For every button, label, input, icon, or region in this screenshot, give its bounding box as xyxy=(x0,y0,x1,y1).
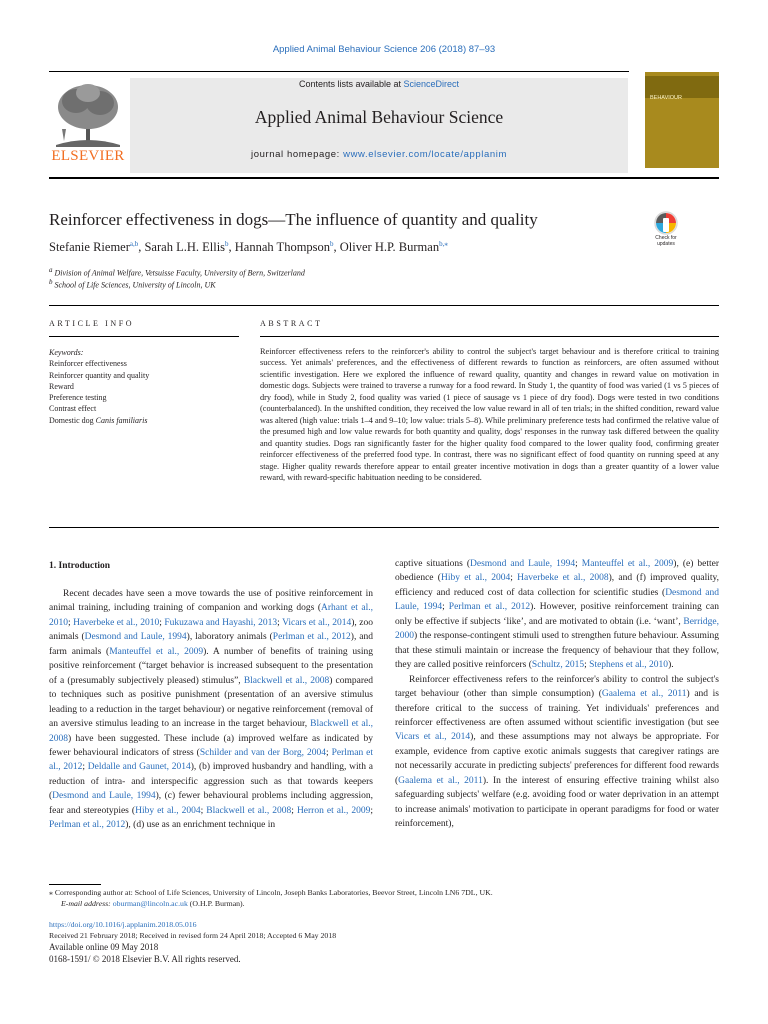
doi-link[interactable]: https://doi.org/10.1016/j.applanim.2018.05.016 xyxy=(49,920,197,929)
copyright-line: 0168-1591/ © 2018 Elsevier B.V. All rights reserved. xyxy=(49,954,241,964)
citation-link[interactable]: Desmond and Laule, 1994 xyxy=(84,632,187,643)
citation-link[interactable]: Perlman et al., 2012 xyxy=(448,602,531,613)
keyword-item: Preference testing xyxy=(49,393,107,403)
email-suffix: (O.H.P. Burman). xyxy=(187,899,245,908)
footnote-rule xyxy=(49,884,101,885)
citation-link[interactable]: Arhant et al., 2010 xyxy=(49,603,374,628)
email-label: E-mail address: xyxy=(61,899,113,908)
author-affiliation-marker[interactable]: b xyxy=(225,240,229,248)
keywords-label: Keywords: xyxy=(49,348,84,357)
header-bottom-rule xyxy=(49,177,719,179)
citation-link[interactable]: Perlman et al., 2012 xyxy=(49,747,374,773)
available-online: Available online 09 May 2018 xyxy=(49,942,159,952)
abstract-end-rule xyxy=(49,527,719,528)
received-dates: Received 21 February 2018; Received in revised form 24 April 2018; Accepted 6 May 2018 xyxy=(49,931,337,940)
crossmark-label[interactable]: Check for updates xyxy=(655,235,677,247)
journal-reference-link[interactable]: Applied Animal Behaviour Science 206 (2018) 87–93 xyxy=(272,44,496,55)
citation-link[interactable]: Perlman et al., 2012 xyxy=(49,820,126,831)
citation-link[interactable]: Fukuzawa and Hayashi, 2013 xyxy=(164,617,278,628)
homepage-prefix: journal homepage: xyxy=(250,149,344,160)
citation-link[interactable]: Hiby et al., 2004 xyxy=(135,805,201,816)
intro-column-right xyxy=(395,557,719,832)
citation-link[interactable]: Haverbeke et al., 2010 xyxy=(73,617,160,628)
citation-link[interactable]: Herron et al., 2009 xyxy=(296,805,371,816)
article-info-heading: ARTICLE INFO xyxy=(49,319,135,328)
contents-prefix: Contents lists available at xyxy=(298,79,404,89)
keyword-item: Contrast effect xyxy=(49,404,97,414)
article-title: Reinforcer effectiveness in dogs—The influence of quantity and quality xyxy=(49,210,538,229)
keywords-block xyxy=(49,347,249,426)
citation-link[interactable]: Blackwell et al., 2008 xyxy=(206,805,292,816)
article-info-rule xyxy=(49,305,719,306)
publisher-logo-text: ELSEVIER xyxy=(51,148,125,164)
abstract-rule xyxy=(260,336,719,337)
publication-info xyxy=(49,919,336,965)
author-affiliation-marker[interactable]: b xyxy=(330,240,334,248)
citation-link[interactable]: Schultz, 2015 xyxy=(531,660,585,671)
citation-link[interactable]: Blackwell et al., 2008 xyxy=(243,675,330,686)
intro-paragraph: captive situations (Desmond and Laule, 1994; Manteuffel et al., 2009), (e) better obedience (Hiby et al., 2004; Haverbeke et al., 2008), and (f) improved quality, efficiency and reduced cost of data collection for scientific studies (Desmond and Laule, 1994; Perlman et al., 2012). However, positive reinforcement training can only be effective if subjects ‘like’, and are motivated to obtain (i.e. ‘want’, Berridge, 2000) the response-contingent stimuli used to strengthen future behaviour. Assuming that these stimuli maintain or increase the frequency of behaviour that they follow, they are called positive reinforcers (Schultz, 2015; Stephens et al., 2010). xyxy=(395,559,720,671)
keyword-species: Canis familiaris xyxy=(95,415,148,425)
journal-title: Applied Animal Behaviour Science xyxy=(254,107,504,127)
email-line xyxy=(49,898,719,909)
keywords-rule xyxy=(49,336,239,337)
author-affiliation-marker[interactable]: b,⁎ xyxy=(439,240,448,248)
citation-link[interactable]: Desmond and Laule, 1994 xyxy=(470,559,576,569)
citation-link[interactable]: Berridge, 2000 xyxy=(395,616,719,642)
citation-link[interactable]: Deldalle and Gaunet, 2014 xyxy=(87,762,191,773)
contents-availability-line xyxy=(130,79,628,89)
author-name: Hannah Thompson xyxy=(234,240,331,255)
affiliation-a xyxy=(49,266,305,278)
author-affiliation-marker[interactable]: a,b xyxy=(129,240,139,248)
affiliation-marker: b xyxy=(49,278,53,286)
author-name: Stefanie Riemer xyxy=(49,240,130,255)
citation-link[interactable]: Hiby et al., 2004 xyxy=(440,573,511,584)
email-link[interactable]: oburman@lincoln.ac.uk xyxy=(112,899,188,908)
citation-link[interactable]: Vicars et al., 2014 xyxy=(282,617,352,628)
corresponding-author-note: ⁎ Corresponding author at: School of Life Sciences, University of Lincoln, Joseph Banks Laboratories, Beevor Street, Lincoln LN6 7DL, UK. xyxy=(49,888,493,897)
journal-cover-text: BEHAVIOUR xyxy=(650,95,682,101)
citation-link[interactable]: Manteuffel et al., 2009 xyxy=(581,559,674,569)
citation-link[interactable]: Schilder and van der Borg, 2004 xyxy=(199,747,326,758)
affiliation-text: Division of Animal Welfare, Vetsuisse Faculty, University of Bern, Switzerland xyxy=(54,268,305,278)
citation-link[interactable]: Blackwell et al., 2008 xyxy=(49,719,373,744)
author-name: Oliver H.P. Burman xyxy=(339,240,440,255)
sciencedirect-link[interactable]: ScienceDirect xyxy=(403,79,460,89)
keyword-item: Reinforcer effectiveness xyxy=(49,359,127,369)
keyword-item: Reward xyxy=(49,381,74,391)
citation-link[interactable]: Manteuffel et al., 2009 xyxy=(109,646,204,657)
header-top-rule xyxy=(49,71,629,72)
citation-link[interactable]: Vicars et al., 2014 xyxy=(395,732,471,743)
intro-column-left: Recent decades have seen a move towards the use of positive reinforcement in animal training, including training of companion and working dogs (Arhant et al., 2010; Haverbeke et al., 2010; Fukuzawa and Hayashi, 2013; Vicars et al., 2014), zoo animals (Desmond and Laule, 1994), laboratory animals (Perlman et al., 2012), and farm animals (Manteuffel et al., 2009). A number of benefits of training using positive reinforcement (“target behavior is increased subsequent to the presentation of a (presumably subjectively pleased) stimulus”, Blackwell et al., 2008) compared to techniques such as positive punishment (presentation of an aversive stimulus leading to a reduction in the target behaviour) or negative reinforcement (removal of an aversive stimulus leading to an increase in the target behaviour, Blackwell et al., 2008) have been suggested. These include (a) improved welfare as indicated by fewer behavioural indicators of stress (Schilder and van der Borg, 2004; Perlman et al., 2012; Deldalle and Gaunet, 2014), (b) improved husbandry and handling, with a reduction of intra- and interspecific aggression such as that towards keepers (Desmond and Laule, 1994), (c) fewer behavioural problems including aggression, fear and stereotypies (Hiby et al., 2004; Blackwell et al., 2008; Herron et al., 2009; Perlman et al., 2012), (d) use as an enrichment technique in xyxy=(49,589,374,831)
author-name: Sarah L.H. Ellis xyxy=(144,240,226,255)
abstract-heading: ABSTRACT xyxy=(260,319,323,328)
abstract-text: Reinforcer effectiveness refers to the reinforcer's ability to control the subject's target behaviour and is therefore critical to training success. Yet animals' preferences, and the effectiveness of different rewards to function as reinforcers, are often assumed without scientific investigation. Here we explored the influence of reward quality, quantity and changes in reward value on motivation in domestic dogs. Subjects were trained to traverse a runway for a food reward. In Study 1, the quantity of food was varied (1 vs 5 pieces of dry food), while in Study 2, food quality was varied (1 piece of sausage vs 1 piece of dry food). Dogs were tested in two conditions (counterbalanced). In the unshifted condition, they received the low value reward in all of ten trials; in the shifted condition, reward value was altered (high value: trials 1–4 and 9–10; low value: trials 5–8). While preliminary preference tests had confirmed the relative value of the presumed high and low value rewards for both quantity and quality, dogs' responses in the runway task differed between the quality and quantity studies. Dogs ran significantly faster for the higher quality food compared to the lower quality food, confirming greater reinforcer effectiveness of the preferred food type. In contrast, there was no significant effect of food quantity on running speed at any stage. Higher quality rewards therefore appear to entail greater incentive motivation in dogs than a greater quantity of a lower value reward, with reward-specific habituation needing to be considered. xyxy=(260,347,719,482)
journal-homepage-link[interactable]: www.elsevier.com/locate/applanim xyxy=(343,149,508,160)
intro-paragraph: Reinforcer effectiveness refers to the reinforcer's ability to control the subject's target behaviour (other than simple consumption) (Gaalema et al., 2011) and is therefore critical to the success of training. Yet individuals' preferences and reinforcer effectiveness are often assumed without scientific investigation (but see Vicars et al., 2014), and these assumptions may not always be appropriate. For example, evidence from captive exotic animals suggests that caregiver ratings are not necessarily accurate in predicting subjects' preferences for different food rewards (Gaalema et al., 2011). In the interest of ensuring effective training whilst also safeguarding subjects' welfare (e.g. avoiding food or water deprivation in an attempt to increase animals' motivation to participate in operant paradigms for food or water reinforcement), xyxy=(395,674,720,830)
citation-link[interactable]: Perlman et al., 2012 xyxy=(272,632,351,643)
footnote-block xyxy=(49,887,719,909)
citation-link[interactable]: Gaalema et al., 2011 xyxy=(398,775,483,786)
keyword-item: Reinforcer quantity and quality xyxy=(49,370,150,380)
keyword-item xyxy=(49,415,249,426)
keyword-prefix: Domestic dog xyxy=(49,415,96,425)
affiliation-text: School of Life Sciences, University of Lincoln, UK xyxy=(54,280,216,290)
journal-homepage-line xyxy=(130,149,628,160)
citation-link[interactable]: Gaalema et al., 2011 xyxy=(601,689,687,700)
author-list: Stefanie Riemer$^{a,b}$, Sarah L.H. Ellis$^b$, Hannah Thompson$^b$, Oliver H.P. Burman$^{b,⁎}$ xyxy=(49,240,448,255)
citation-link[interactable]: Haverbeke et al., 2008 xyxy=(517,573,609,584)
affiliation-marker: a xyxy=(49,266,53,274)
affiliation-b xyxy=(49,278,216,290)
citation-link[interactable]: Stephens et al., 2010 xyxy=(589,660,669,671)
citation-link[interactable]: Desmond and Laule, 1994 xyxy=(395,587,719,613)
citation-link[interactable]: Desmond and Laule, 1994 xyxy=(52,791,156,802)
section-heading-introduction: 1. Introduction xyxy=(49,561,111,571)
